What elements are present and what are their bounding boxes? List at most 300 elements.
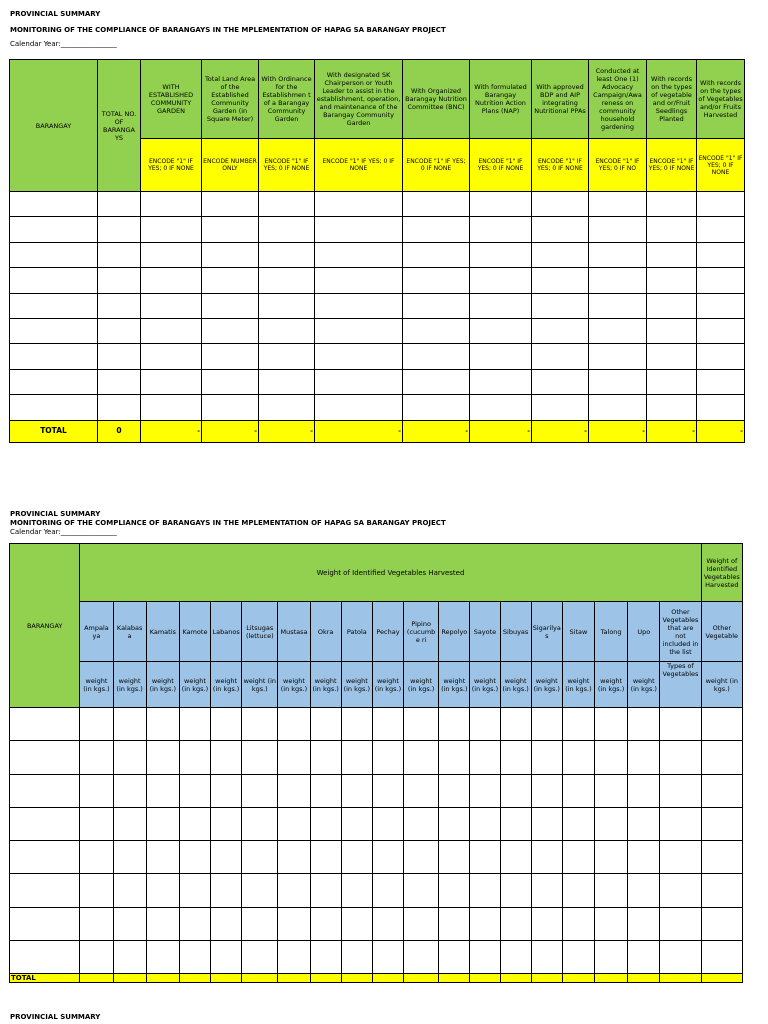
table-cell[interactable]: [697, 318, 745, 343]
table-cell[interactable]: [562, 807, 594, 840]
table-cell[interactable]: [404, 907, 439, 940]
table-cell[interactable]: [531, 741, 562, 774]
table-cell[interactable]: [589, 369, 647, 394]
table-cell[interactable]: [500, 807, 531, 840]
weight-unit-label: weight (in kgs.): [179, 662, 210, 708]
table-cell[interactable]: [113, 774, 146, 807]
table-cell[interactable]: [341, 874, 372, 907]
table-cell[interactable]: [439, 807, 470, 840]
table-cell[interactable]: [562, 841, 594, 874]
table-cell[interactable]: [10, 344, 98, 369]
table-cell[interactable]: [98, 369, 141, 394]
table-cell[interactable]: [242, 807, 278, 840]
table-cell[interactable]: [202, 344, 259, 369]
table-cell[interactable]: [202, 318, 259, 343]
table-cell[interactable]: [211, 941, 242, 974]
table-cell[interactable]: [315, 293, 403, 318]
table-cell[interactable]: [113, 708, 146, 741]
table-cell[interactable]: [259, 242, 315, 267]
table-cell[interactable]: [10, 395, 98, 420]
table-cell[interactable]: [202, 293, 259, 318]
table-cell[interactable]: [595, 774, 628, 807]
table-cell[interactable]: [80, 907, 113, 940]
table-cell[interactable]: [500, 874, 531, 907]
table-cell[interactable]: [439, 708, 470, 741]
table-cell[interactable]: [202, 217, 259, 242]
table-cell[interactable]: [647, 318, 697, 343]
table-cell[interactable]: [315, 242, 403, 267]
table-cell[interactable]: [315, 192, 403, 217]
table-cell[interactable]: [403, 369, 470, 394]
table-cell[interactable]: [697, 369, 745, 394]
table-cell[interactable]: [403, 268, 470, 293]
table-cell[interactable]: [628, 874, 660, 907]
table-cell[interactable]: [660, 874, 701, 907]
table-cell[interactable]: [98, 268, 141, 293]
table-cell[interactable]: [179, 941, 210, 974]
table-cell[interactable]: [470, 741, 500, 774]
table-cell[interactable]: [595, 741, 628, 774]
table-cell[interactable]: [310, 741, 341, 774]
table-cell[interactable]: [404, 708, 439, 741]
table-cell[interactable]: [532, 217, 589, 242]
table-cell[interactable]: [310, 807, 341, 840]
table-cell[interactable]: [470, 268, 532, 293]
vegetable-header: Sayote: [470, 602, 500, 662]
table-cell[interactable]: [10, 192, 98, 217]
table-cell[interactable]: [341, 807, 372, 840]
table-cell[interactable]: [341, 841, 372, 874]
table-cell[interactable]: [595, 708, 628, 741]
table-cell[interactable]: [439, 907, 470, 940]
table-cell[interactable]: [470, 841, 500, 874]
table-cell[interactable]: [113, 807, 146, 840]
table-cell[interactable]: [278, 907, 310, 940]
table-cell[interactable]: [404, 841, 439, 874]
table-cell[interactable]: [470, 774, 500, 807]
table-cell[interactable]: [701, 907, 742, 940]
table-cell[interactable]: [310, 774, 341, 807]
table-cell[interactable]: [532, 293, 589, 318]
table-cell[interactable]: [500, 841, 531, 874]
weight-unit-label: weight (in kgs.): [341, 662, 372, 708]
table-cell[interactable]: [202, 192, 259, 217]
table-cell[interactable]: [628, 807, 660, 840]
table-cell[interactable]: [595, 941, 628, 974]
table-cell[interactable]: [404, 874, 439, 907]
table-cell[interactable]: [470, 807, 500, 840]
table-cell[interactable]: [242, 774, 278, 807]
vegetable-header: Kamatis: [146, 602, 179, 662]
table-cell[interactable]: [660, 774, 701, 807]
table-cell[interactable]: [589, 318, 647, 343]
table-cell[interactable]: [372, 874, 403, 907]
table-cell[interactable]: [259, 344, 315, 369]
table-cell[interactable]: [701, 874, 742, 907]
table-cell[interactable]: [113, 741, 146, 774]
table-row: [10, 774, 743, 807]
table-cell[interactable]: [595, 874, 628, 907]
table-cell[interactable]: [660, 741, 701, 774]
table-cell[interactable]: [439, 774, 470, 807]
table-cell[interactable]: [403, 318, 470, 343]
table-cell[interactable]: [470, 344, 532, 369]
table-cell[interactable]: [80, 774, 113, 807]
vegetable-header: Talong: [595, 602, 628, 662]
table-cell[interactable]: [146, 841, 179, 874]
table-cell[interactable]: [80, 708, 113, 741]
table-cell[interactable]: [141, 395, 202, 420]
table-cell[interactable]: [141, 318, 202, 343]
table-cell[interactable]: [113, 874, 146, 907]
table-cell[interactable]: [242, 874, 278, 907]
table-cell[interactable]: [278, 874, 310, 907]
table-cell[interactable]: [179, 741, 210, 774]
table-cell[interactable]: [259, 395, 315, 420]
vegetable-header: Sigarilya s: [531, 602, 562, 662]
table-cell[interactable]: [98, 217, 141, 242]
table-cell[interactable]: [341, 907, 372, 940]
table-cell[interactable]: [404, 741, 439, 774]
table-cell[interactable]: [595, 807, 628, 840]
table-cell[interactable]: [10, 708, 80, 741]
table-cell[interactable]: [470, 941, 500, 974]
table-cell[interactable]: [470, 293, 532, 318]
table-cell[interactable]: [439, 874, 470, 907]
table-cell[interactable]: [403, 293, 470, 318]
table-cell[interactable]: [372, 841, 403, 874]
table-cell[interactable]: [80, 807, 113, 840]
table-cell[interactable]: [439, 841, 470, 874]
table-cell[interactable]: [403, 242, 470, 267]
table-cell[interactable]: [80, 741, 113, 774]
table-cell[interactable]: [113, 941, 146, 974]
table-cell[interactable]: [470, 874, 500, 907]
table-cell[interactable]: [278, 807, 310, 840]
table-cell[interactable]: [141, 268, 202, 293]
table-cell[interactable]: [315, 318, 403, 343]
table-cell[interactable]: [179, 841, 210, 874]
table-cell[interactable]: [259, 192, 315, 217]
table-cell[interactable]: [403, 395, 470, 420]
table-cell[interactable]: [562, 741, 594, 774]
table-cell[interactable]: [242, 841, 278, 874]
table-cell[interactable]: [211, 708, 242, 741]
table-cell[interactable]: [562, 774, 594, 807]
total-cell: [439, 974, 470, 983]
table-cell[interactable]: [278, 774, 310, 807]
table-cell[interactable]: [146, 941, 179, 974]
encode-instruction: ENCODE "1" IF YES; 0 IF NONE: [697, 139, 745, 192]
table-cell[interactable]: [647, 217, 697, 242]
table-cell[interactable]: [562, 874, 594, 907]
table-cell[interactable]: [211, 874, 242, 907]
total-cell: [278, 974, 310, 983]
table-cell[interactable]: [647, 344, 697, 369]
table-cell[interactable]: [470, 192, 532, 217]
table-cell[interactable]: [10, 774, 80, 807]
table-cell[interactable]: [202, 395, 259, 420]
table-cell[interactable]: [470, 708, 500, 741]
table-cell[interactable]: [211, 741, 242, 774]
table-cell[interactable]: [141, 217, 202, 242]
table-cell[interactable]: [179, 874, 210, 907]
table-cell[interactable]: [589, 268, 647, 293]
table-cell[interactable]: [562, 708, 594, 741]
table-cell[interactable]: [628, 774, 660, 807]
table-cell[interactable]: [660, 941, 701, 974]
table-cell[interactable]: [341, 774, 372, 807]
table-cell[interactable]: [589, 242, 647, 267]
table-cell[interactable]: [242, 941, 278, 974]
table-cell[interactable]: [10, 741, 80, 774]
table-cell[interactable]: [531, 774, 562, 807]
total-label: TOTAL: [10, 420, 98, 442]
table-cell[interactable]: [179, 708, 210, 741]
table-cell[interactable]: [146, 741, 179, 774]
table-cell[interactable]: [372, 741, 403, 774]
table-cell[interactable]: [278, 941, 310, 974]
table-cell[interactable]: [532, 268, 589, 293]
table-cell[interactable]: [10, 242, 98, 267]
weight-unit-label: weight (in kgs.): [80, 662, 113, 708]
table-cell[interactable]: [310, 708, 341, 741]
table-cell[interactable]: [141, 242, 202, 267]
table-cell[interactable]: [531, 941, 562, 974]
table-cell[interactable]: [211, 807, 242, 840]
table-cell[interactable]: [310, 941, 341, 974]
table-cell[interactable]: [470, 217, 532, 242]
table-cell[interactable]: [310, 874, 341, 907]
table-cell[interactable]: [628, 941, 660, 974]
table-cell[interactable]: [532, 318, 589, 343]
table-cell[interactable]: [211, 841, 242, 874]
table-cell[interactable]: [647, 268, 697, 293]
table-cell[interactable]: [10, 807, 80, 840]
table-cell[interactable]: [211, 907, 242, 940]
table-cell[interactable]: [341, 941, 372, 974]
table-cell[interactable]: [660, 841, 701, 874]
table-cell[interactable]: [697, 268, 745, 293]
table-cell[interactable]: [259, 268, 315, 293]
table-cell[interactable]: [179, 774, 210, 807]
table-cell[interactable]: [697, 344, 745, 369]
table-cell[interactable]: [404, 941, 439, 974]
table-cell[interactable]: [259, 217, 315, 242]
table-cell[interactable]: [10, 874, 80, 907]
total-cell: [242, 974, 278, 983]
table-cell[interactable]: [98, 395, 141, 420]
table-cell[interactable]: [242, 741, 278, 774]
table-cell[interactable]: [341, 708, 372, 741]
table-cell[interactable]: [470, 318, 532, 343]
table-cell[interactable]: [562, 941, 594, 974]
table-cell[interactable]: [470, 242, 532, 267]
table-cell[interactable]: [372, 807, 403, 840]
table-cell[interactable]: [660, 807, 701, 840]
table-cell[interactable]: [500, 941, 531, 974]
table-cell[interactable]: [589, 217, 647, 242]
table-cell[interactable]: [202, 242, 259, 267]
table-cell[interactable]: [315, 217, 403, 242]
table-cell[interactable]: [341, 741, 372, 774]
table-cell[interactable]: [628, 708, 660, 741]
table-cell[interactable]: [310, 907, 341, 940]
table-cell[interactable]: [80, 941, 113, 974]
table-cell[interactable]: [439, 741, 470, 774]
weight-unit-label: weight (in kgs.): [500, 662, 531, 708]
table-cell[interactable]: [628, 841, 660, 874]
table-cell[interactable]: [660, 708, 701, 741]
vegetable-header: Kamote: [179, 602, 210, 662]
table-cell[interactable]: [146, 708, 179, 741]
table-cell[interactable]: [98, 293, 141, 318]
table-cell[interactable]: [531, 874, 562, 907]
table-cell[interactable]: [697, 293, 745, 318]
table-cell[interactable]: [697, 395, 745, 420]
table-cell[interactable]: [10, 941, 80, 974]
table-cell[interactable]: [628, 907, 660, 940]
table-cell[interactable]: [10, 907, 80, 940]
table-cell[interactable]: [701, 807, 742, 840]
table-cell[interactable]: [10, 268, 98, 293]
table-cell[interactable]: [595, 841, 628, 874]
table-cell[interactable]: [531, 907, 562, 940]
table-cell[interactable]: [404, 774, 439, 807]
table-cell[interactable]: [403, 344, 470, 369]
table-cell[interactable]: [98, 242, 141, 267]
table-cell[interactable]: [500, 741, 531, 774]
table-cell[interactable]: [278, 741, 310, 774]
table-cell[interactable]: [113, 841, 146, 874]
table-cell[interactable]: [141, 192, 202, 217]
table-cell[interactable]: [141, 344, 202, 369]
table-cell[interactable]: [532, 192, 589, 217]
table-cell[interactable]: [10, 293, 98, 318]
table-cell[interactable]: [80, 841, 113, 874]
table-cell[interactable]: [211, 774, 242, 807]
table-cell[interactable]: [141, 369, 202, 394]
table-cell[interactable]: [146, 907, 179, 940]
table-cell[interactable]: [589, 395, 647, 420]
table-cell[interactable]: [500, 774, 531, 807]
table-cell[interactable]: [315, 268, 403, 293]
total-cell: [500, 974, 531, 983]
table-cell[interactable]: [532, 369, 589, 394]
table-cell[interactable]: [647, 192, 697, 217]
table-cell[interactable]: [697, 217, 745, 242]
table-cell[interactable]: [697, 192, 745, 217]
table-cell[interactable]: [647, 369, 697, 394]
table-cell[interactable]: [80, 874, 113, 907]
table-cell[interactable]: [146, 874, 179, 907]
table-cell[interactable]: [372, 708, 403, 741]
table-cell[interactable]: [98, 344, 141, 369]
table-cell[interactable]: [595, 907, 628, 940]
table-cell[interactable]: [146, 774, 179, 807]
table-cell[interactable]: [531, 841, 562, 874]
table-cell[interactable]: [10, 318, 98, 343]
table-cell[interactable]: [697, 242, 745, 267]
table-cell[interactable]: [500, 907, 531, 940]
total-cell: [701, 974, 742, 983]
table-cell[interactable]: [202, 268, 259, 293]
table-cell[interactable]: [628, 741, 660, 774]
table-cell[interactable]: [315, 395, 403, 420]
table-cell[interactable]: [589, 192, 647, 217]
table-cell[interactable]: [310, 841, 341, 874]
weight-unit-label: weight (in kgs.): [404, 662, 439, 708]
table-cell[interactable]: [647, 395, 697, 420]
table-cell[interactable]: [10, 217, 98, 242]
table-cell[interactable]: [98, 318, 141, 343]
table-cell[interactable]: [701, 774, 742, 807]
table-cell[interactable]: [701, 941, 742, 974]
encode-instruction: ENCODE "1" IF YES; 0 IF NONE: [141, 139, 202, 192]
table-cell[interactable]: [403, 217, 470, 242]
table-cell[interactable]: [10, 369, 98, 394]
total-cell: [470, 974, 500, 983]
table-cell[interactable]: [259, 293, 315, 318]
table-cell[interactable]: [146, 807, 179, 840]
table-cell[interactable]: [98, 192, 141, 217]
total-value: -: [403, 420, 470, 442]
table-cell[interactable]: [531, 708, 562, 741]
table-cell[interactable]: [589, 344, 647, 369]
table-cell[interactable]: [701, 741, 742, 774]
table-cell[interactable]: [404, 807, 439, 840]
table-cell[interactable]: [141, 293, 202, 318]
table-cell[interactable]: [470, 395, 532, 420]
table-cell[interactable]: [660, 907, 701, 940]
table-cell[interactable]: [647, 293, 697, 318]
table-cell[interactable]: [532, 344, 589, 369]
table-cell[interactable]: [242, 907, 278, 940]
table-cell[interactable]: [278, 841, 310, 874]
table-cell[interactable]: [259, 318, 315, 343]
table-cell[interactable]: [372, 774, 403, 807]
table-cell[interactable]: [372, 941, 403, 974]
table-cell[interactable]: [562, 907, 594, 940]
table-cell[interactable]: [315, 344, 403, 369]
table-cell[interactable]: [500, 708, 531, 741]
table-cell[interactable]: [439, 941, 470, 974]
table-cell[interactable]: [532, 242, 589, 267]
table-cell[interactable]: [470, 907, 500, 940]
table-cell[interactable]: [403, 192, 470, 217]
table-cell[interactable]: [531, 807, 562, 840]
table-cell[interactable]: [202, 369, 259, 394]
weight-unit-label: weight (in kgs.): [113, 662, 146, 708]
table-cell[interactable]: [259, 369, 315, 394]
table-cell[interactable]: [470, 369, 532, 394]
table-cell[interactable]: [532, 395, 589, 420]
table-cell[interactable]: [10, 841, 80, 874]
total-cell: [80, 974, 113, 983]
table-cell[interactable]: [701, 841, 742, 874]
table-cell[interactable]: [242, 708, 278, 741]
table-cell[interactable]: [113, 907, 146, 940]
table-cell[interactable]: [372, 907, 403, 940]
table-cell[interactable]: [701, 708, 742, 741]
table-cell[interactable]: [315, 369, 403, 394]
table-cell[interactable]: [647, 242, 697, 267]
table-cell[interactable]: [278, 708, 310, 741]
table-cell[interactable]: [589, 293, 647, 318]
table-cell[interactable]: [179, 807, 210, 840]
encode-instruction: ENCODE "1" IF YES; 0 IF NONE: [532, 139, 589, 192]
table-cell[interactable]: [179, 907, 210, 940]
